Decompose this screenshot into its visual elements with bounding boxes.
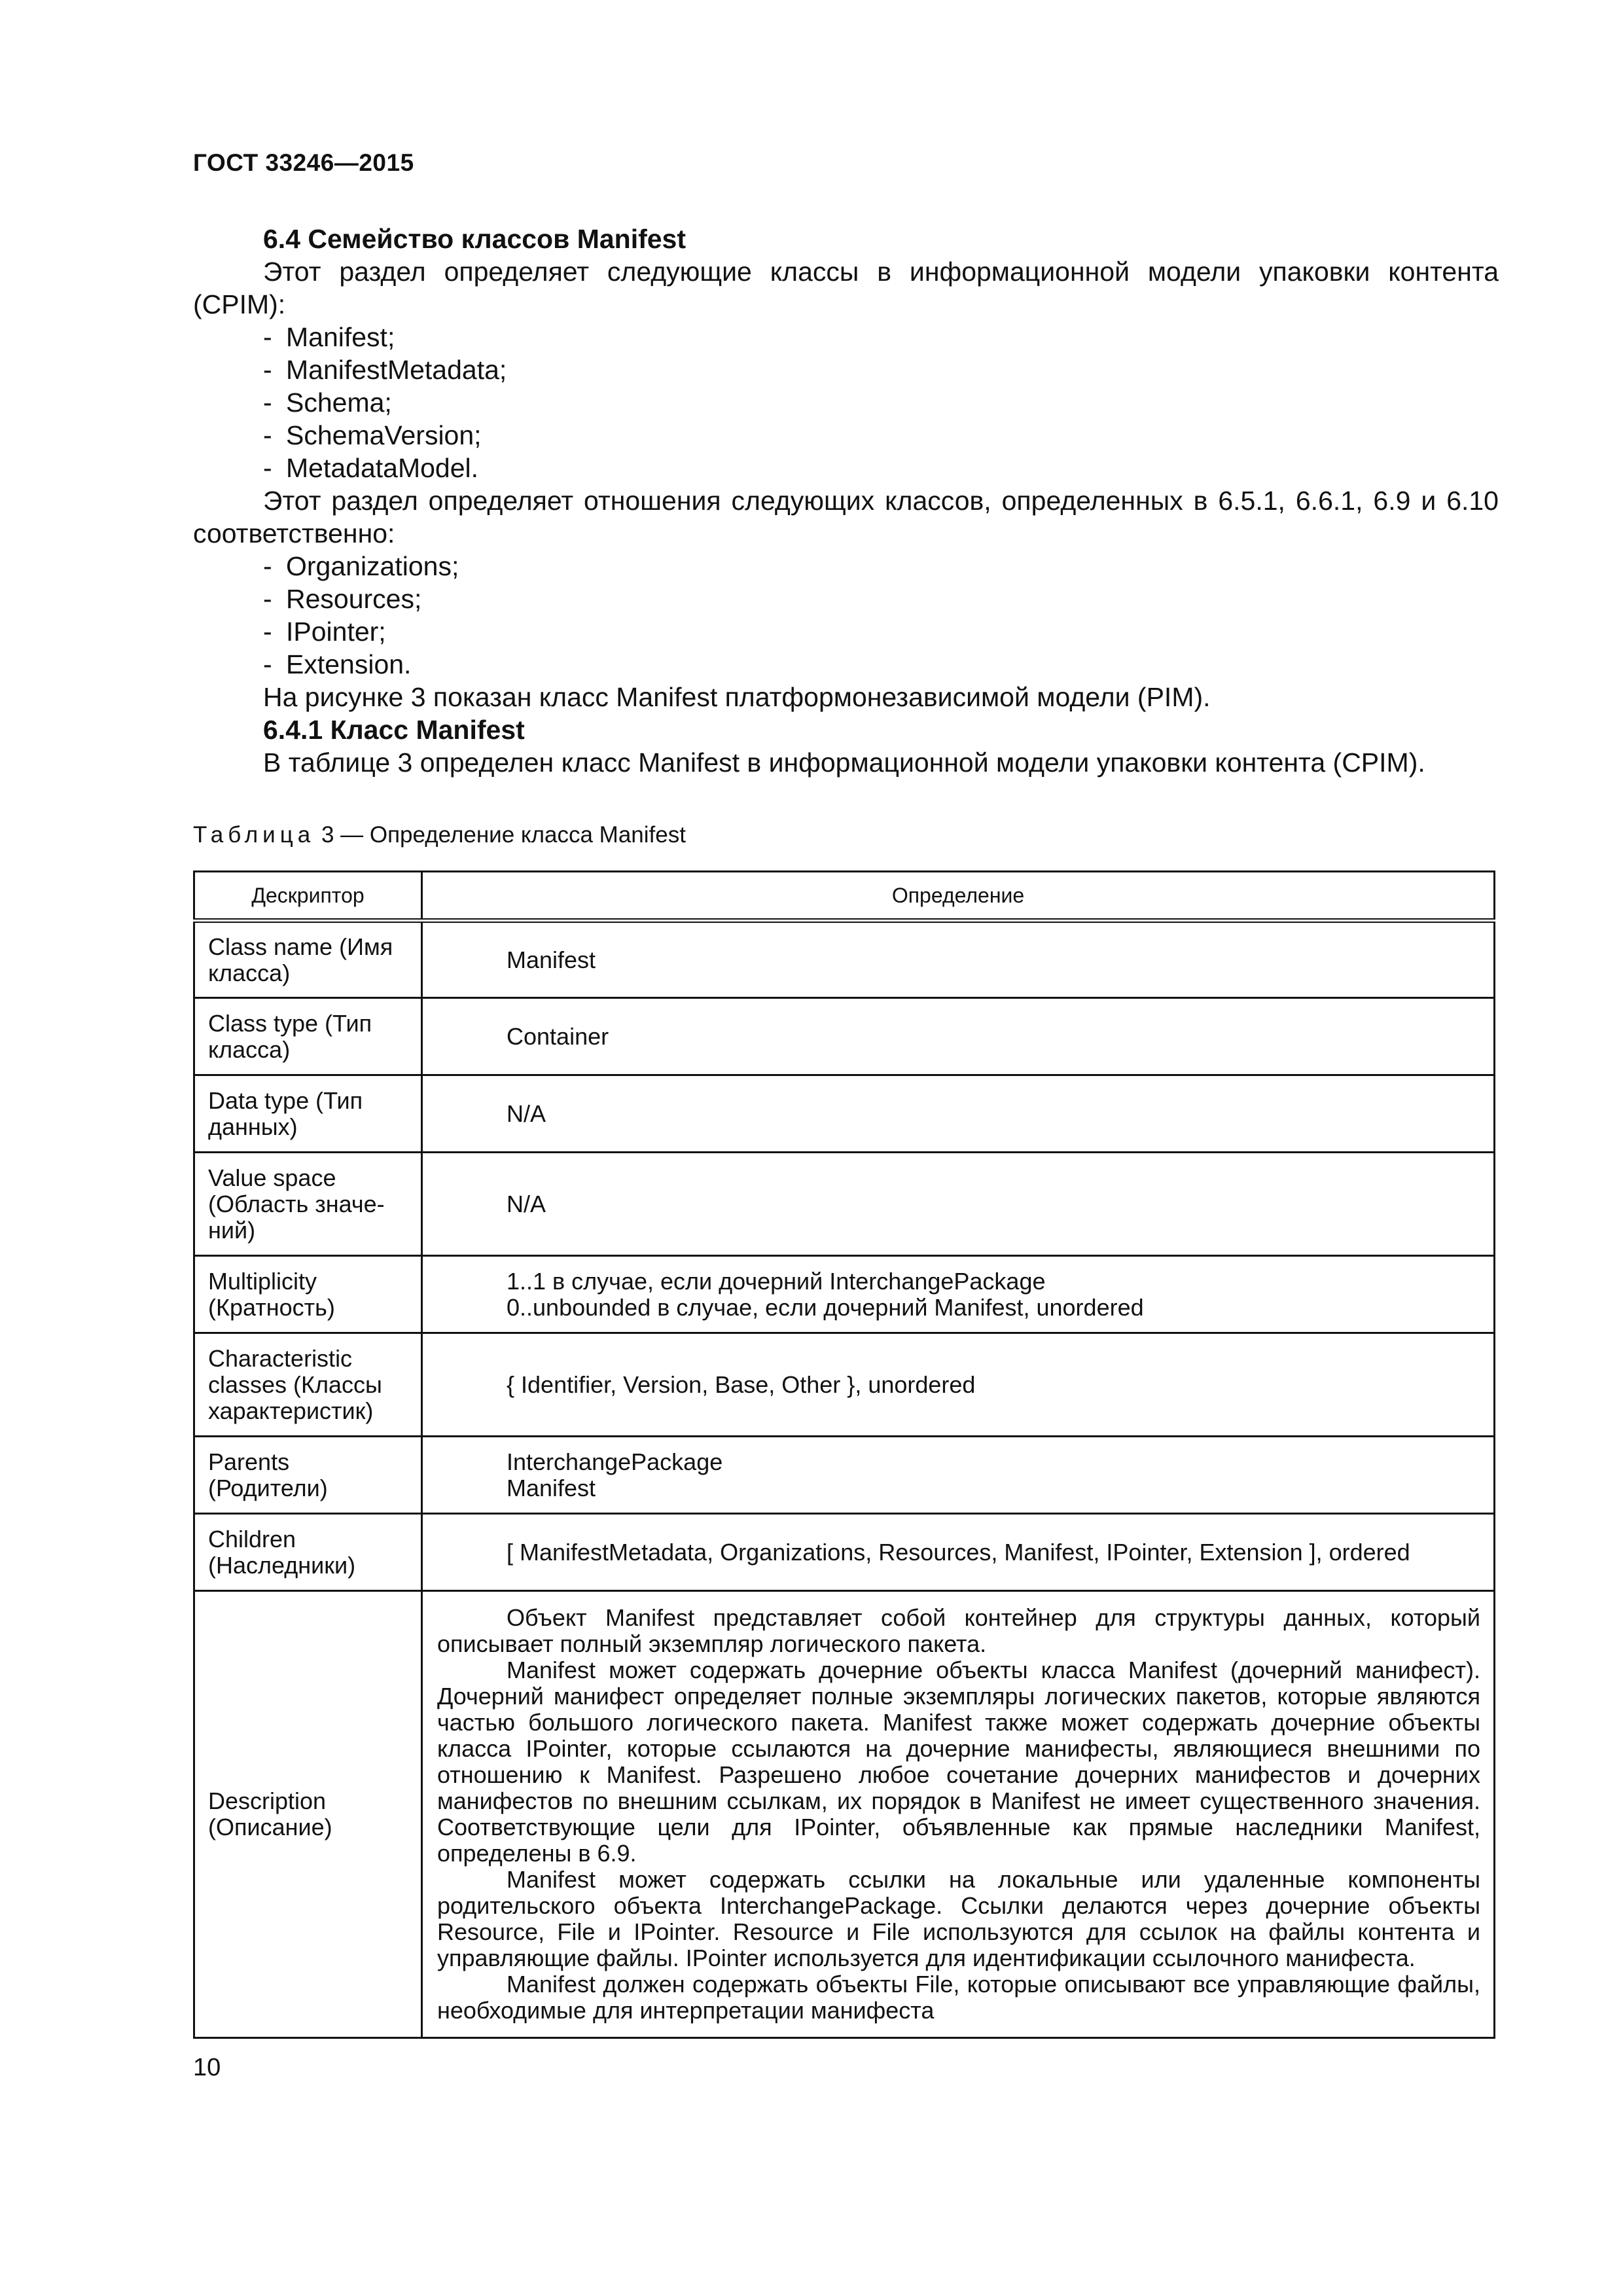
table-row [194,1514,1495,1591]
definition-cell: { Identifier, Version, Base, Other }, unordered [422,1333,1495,1437]
table-row [194,1153,1495,1256]
descriptor-cell: Description (Описание) [194,1591,422,2038]
description-paragraph: Manifest должен содержать объекты File, которые описывают все управляющие файлы, необходимые для интерпретации манифеста [437,1971,1480,2024]
list-item: - ManifestMetadata; [263,355,507,385]
descriptor-cell: Children (Наследники) [194,1514,422,1591]
descriptor-cell: Class name (Имя класса) [194,921,422,998]
definition-cell: Container [422,998,1495,1075]
list-item: - Manifest; [263,322,395,352]
list-item: - MetadataModel. [263,453,479,483]
table-row [194,1333,1495,1437]
table-row [194,1256,1495,1333]
definition-cell [422,1256,1495,1333]
descriptor-cell: Data type (Тип данных) [194,1075,422,1153]
table-caption-label: Таблица [193,822,315,848]
table-row [194,1075,1495,1153]
table-row [194,921,1495,998]
descriptor-cell: Multiplicity (Кратность) [194,1256,422,1333]
list-item: - Resources; [263,584,422,614]
definition-line: 0..unbounded в случае, если дочерний Manifest, unordered [507,1293,1144,1321]
definition-cell: Manifest [422,921,1495,998]
table-caption-title: 3 — Определение класса Manifest [321,822,686,848]
definition-cell: N/A [422,1075,1495,1153]
manifest-definition-table [193,870,1495,2039]
definition-cell: N/A [422,1153,1495,1256]
table-row-description [194,1591,1495,2038]
descriptor-cell: Class type (Тип класса) [194,998,422,1075]
classes-list [193,321,1499,484]
column-header-definition: Определение [422,872,1495,921]
descriptor-cell: Parents (Родители) [194,1437,422,1514]
description-cell [422,1591,1495,2038]
definition-line: 1..1 в случае, если дочерний InterchangePackage [507,1267,1046,1295]
figure-note: На рисунке 3 показан класс Manifest платформонезависимой модели (PIM). [263,682,1211,712]
section-body [193,223,1499,779]
description-paragraph: Manifest может содержать дочерние объекты класса Manifest (дочерний манифест). Дочерний манифест определяет полные экземпляры логических пакетов, которые являются частью большого логического пакета. Manifest также может содержать дочерние объекты класса IPointer, которые ссылаются на дочерние манифесты, являющиеся внешними по отношению к Manifest. Разрешено любое сочетание дочерних манифестов и дочерних манифестов по внешним ссылкам, их порядок в Manifest не имеет существенного значения. Соответствующие цели для IPointer, объявленные как прямые наследники Manifest, определены в 6.9. [437,1657,1480,1867]
list-item: - Organizations; [263,551,459,581]
definition-line: InterchangePackage [507,1448,723,1475]
table-header-row [194,872,1495,921]
definition-line: Manifest [507,1474,596,1501]
list-item: - Schema; [263,387,392,418]
table-row [194,998,1495,1075]
list-item: - SchemaVersion; [263,420,482,450]
page-number: 10 [193,2054,221,2081]
descriptor-cell: Characteristic classes (Классы характеристик) [194,1333,422,1437]
section-heading: 6.4 Семейство классов Manifest [263,224,686,254]
table-caption [193,822,686,848]
subsection-heading: 6.4.1 Класс Manifest [263,715,525,745]
column-header-descriptor: Дескриптор [194,872,422,921]
description-paragraph: Manifest может содержать ссылки на локальные или удаленные компоненты родительского объекта InterchangePackage. Ссылки делаются через дочерние объекты Resource, File и IPointer. Resource и File используются для ссылок на файлы контента и управляющие файлы. IPointer используется для идентификации ссылочного манифеста. [437,1866,1480,1971]
definition-cell [422,1437,1495,1514]
list-item: - Extension. [263,649,412,679]
standard-header: ГОСТ 33246—2015 [193,149,414,176]
definition-cell: [ ManifestMetadata, Organizations, Resources, Manifest, IPointer, Extension ], ordered [422,1514,1495,1591]
table-note: В таблице 3 определен класс Manifest в информационной модели упаковки контента (CPIM). [263,747,1425,778]
table-row [194,1437,1495,1514]
relations-intro: Этот раздел определяет отношения следующих классов, определенных в 6.5.1, 6.6.1, 6.9 и 6.10 соответственно: [193,486,1499,548]
related-classes-list [193,550,1499,681]
description-paragraph: Объект Manifest представляет собой контейнер для структуры данных, который описывает полный экземпляр логического пакета. [437,1604,1480,1657]
list-item: - IPointer; [263,617,386,647]
classes-intro: Этот раздел определяет следующие классы в информационной модели упаковки контента (CPIM): [193,257,1499,319]
descriptor-cell: Value space (Область значе-ний) [194,1153,422,1256]
